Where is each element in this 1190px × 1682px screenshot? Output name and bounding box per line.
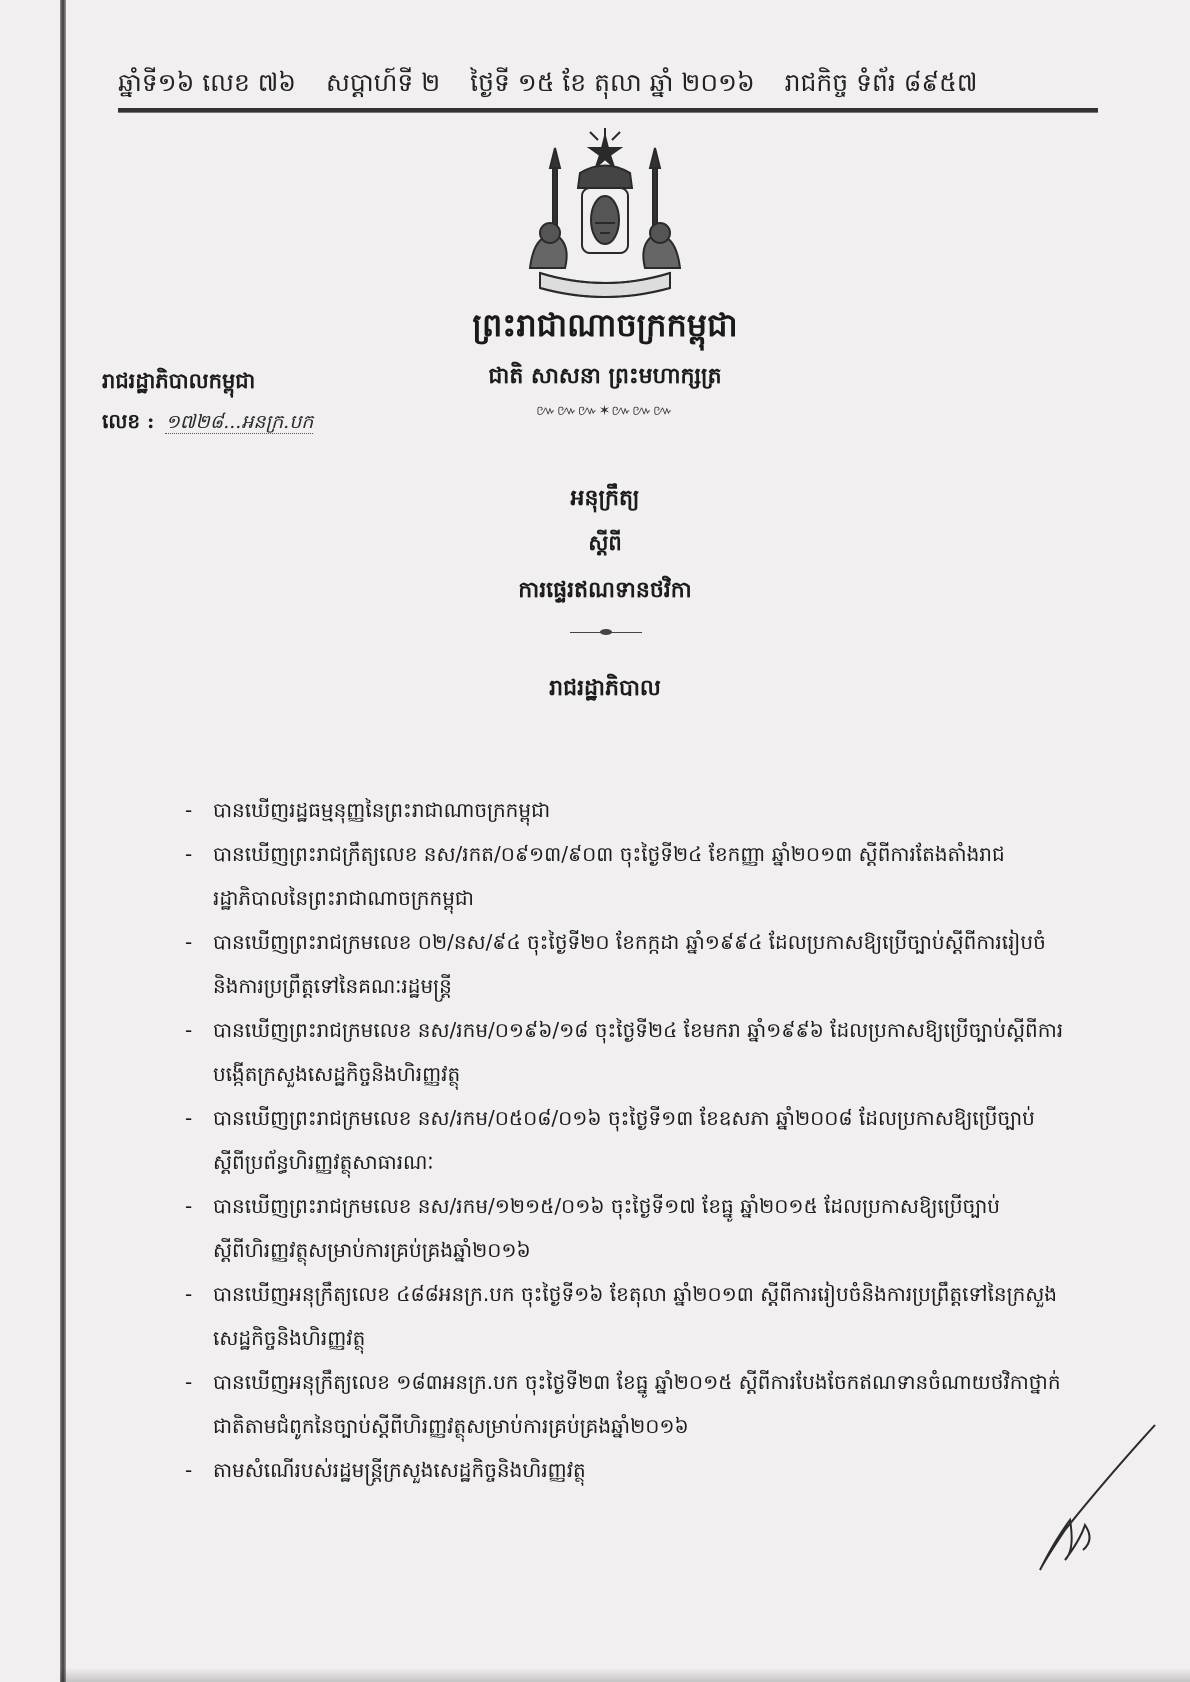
list-item: - បានឃើញព្រះរាជក្រមលេខ នស/រកម/០៥០៨/០១៦ ចុះថ្ងៃទី១៣ ខែឧសភា ឆ្នាំ២០០៨ ដែលប្រកាសឱ្យប្រើច្បាប់ស្ដីពីប្រព័ន្ធហិរញ្ញវត្ថុសាធារណៈ xyxy=(185,1096,1065,1184)
list-item: - បានឃើញអនុក្រឹត្យលេខ ៤៨៨អនក្រ.បក ចុះថ្ងៃទី១៦ ខែតុលា ឆ្នាំ២០១៣ ស្ដីពីការរៀបចំនិងការប្រព្រឹត្តទៅនៃក្រសួងសេដ្ឋកិច្ចនិងហិរញ្ញវត្ថុ xyxy=(185,1272,1065,1360)
reference-number: ១៧២៨...អនក្រ.បក xyxy=(165,411,314,433)
document-about: ស្ដីពី xyxy=(588,530,622,555)
issuing-authority: រាជរដ្ឋាភិបាល xyxy=(549,675,661,701)
list-item: - បានឃើញព្រះរាជក្រមលេខ នស/រកម/១២១៥/០១៦ ចុះថ្ងៃទី១៧ ខែធ្នូ ឆ្នាំ២០១៥ ដែលប្រកាសឱ្យប្រើច្បាប់ស្ដីពីហិរញ្ញវត្ថុសម្រាប់ការគ្រប់គ្រងឆ្នាំ២០១៦ xyxy=(185,1184,1065,1272)
list-item: - បានឃើញព្រះរាជក្រមលេខ ០២/នស/៩៤ ចុះថ្ងៃទី២០ ខែកក្កដា ឆ្នាំ១៩៩៤ ដែលប្រកាសឱ្យប្រើច្បាប់ស្ដីពីការរៀបចំនិងការប្រព្រឹត្តទៅនៃគណៈរដ្ឋមន្ត្រី xyxy=(185,920,1065,1008)
ornament-divider: ៚៚៚✶៚៚៚ xyxy=(536,403,674,419)
reference-label: លេខ : xyxy=(102,409,155,433)
gazette-page: រាជកិច្ច ទំព័រ ៨៩៥៧ xyxy=(784,68,978,97)
gazette-week: សប្ដាហ៍ទី ២ xyxy=(326,68,441,97)
section-divider xyxy=(570,632,642,633)
list-item: - តាមសំណើរបស់រដ្ឋមន្ត្រីក្រសួងសេដ្ឋកិច្ចនិងហិរញ្ញវត្ថុ xyxy=(185,1448,1065,1492)
issuer-name: រាជរដ្ឋាភិបាលកម្ពុជា xyxy=(102,368,256,393)
header-rule xyxy=(118,108,1098,113)
document-type: អនុក្រឹត្យ xyxy=(570,485,640,511)
list-item: - បានឃើញព្រះរាជក្រឹត្យលេខ នស/រកត/០៩១៣/៩០៣ ចុះថ្ងៃទី២៤ ខែកញ្ញា ឆ្នាំ២០១៣ ស្ដីពីការតែងតាំងរាជរដ្ឋាភិបាលនៃព្រះរាជាណាចក្រកម្ពុជា xyxy=(185,832,1065,920)
gazette-date: ថ្ងៃទី ១៥ ខែ តុលា ឆ្នាំ ២០១៦ xyxy=(470,68,755,97)
list-item: - បានឃើញអនុក្រឹត្យលេខ ១៨៣អនក្រ.បក ចុះថ្ងៃទី២៣ ខែធ្នូ ឆ្នាំ២០១៥ ស្ដីពីការបែងចែកឥណទានចំណាយថវិកាថ្នាក់ជាតិតាមជំពូកនៃច្បាប់ស្ដីពីហិរញ្ញវត្ថុសម្រាប់ការគ្រប់គ្រងឆ្នាំ២០១៦ xyxy=(185,1360,1065,1448)
page-binding-edge xyxy=(60,0,66,1682)
list-item: - បានឃើញរដ្ឋធម្មនុញ្ញនៃព្រះរាជាណាចក្រកម្ពុជា xyxy=(185,788,1065,832)
reference-line xyxy=(102,408,313,438)
scan-shadow xyxy=(60,1668,1190,1682)
document-subject: ការផ្ទេរឥណទានថវិកា xyxy=(518,577,692,603)
kingdom-title: ព្រះរាជាណាចក្រកម្ពុជា xyxy=(472,306,738,344)
signature-mark xyxy=(1025,1420,1165,1580)
list-item: - បានឃើញព្រះរាជក្រមលេខ នស/រកម/០១៩៦/១៨ ចុះថ្ងៃទី២៤ ខែមករា ឆ្នាំ១៩៩៦ ដែលប្រកាសឱ្យប្រើច្បាប់ស្ដីពីការបង្កើតក្រសួងសេដ្ឋកិច្ចនិងហិរញ្ញវត្ថុ xyxy=(185,1008,1065,1096)
gazette-header xyxy=(118,68,1098,104)
royal-emblem-icon xyxy=(520,128,690,303)
considerations-list xyxy=(185,788,1065,1492)
gazette-issue: ឆ្នាំទី១៦ លេខ ៧៦ xyxy=(118,68,297,97)
national-motto: ជាតិ សាសនា ព្រះមហាក្សត្រ xyxy=(488,363,722,389)
